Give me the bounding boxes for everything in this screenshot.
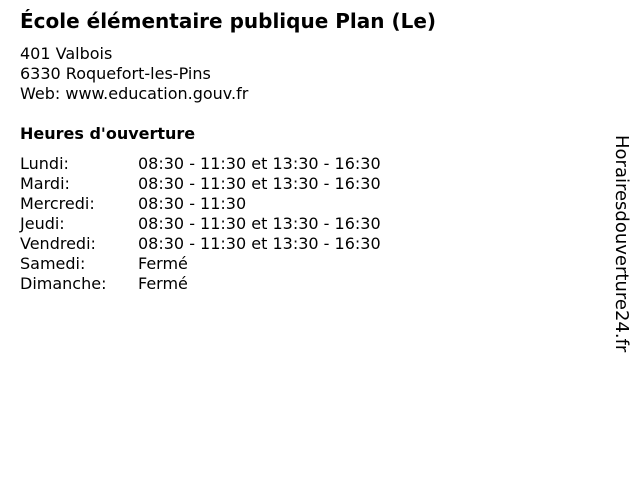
address-street: 401 Valbois [20, 44, 113, 63]
hours-row-vendredi [20, 234, 381, 254]
time-value: Fermé [138, 274, 188, 293]
site-watermark: Horairesdouverture24.fr [611, 135, 632, 353]
address-city: 6330 Roquefort-les-Pins [20, 64, 211, 83]
day-label: Dimanche: [20, 274, 107, 293]
time-value: 08:30 - 11:30 et 13:30 - 16:30 [138, 234, 381, 253]
day-label: Samedi: [20, 254, 86, 273]
day-label: Vendredi: [20, 234, 96, 253]
hours-row-samedi [20, 254, 381, 274]
hours-row-dimanche [20, 274, 381, 294]
hours-heading: Heures d'ouverture [20, 124, 196, 143]
time-value: 08:30 - 11:30 et 13:30 - 16:30 [138, 214, 381, 233]
time-value: 08:30 - 11:30 et 13:30 - 16:30 [138, 154, 381, 173]
website-text: Web: www.education.gouv.fr [20, 84, 249, 103]
day-label: Mercredi: [20, 194, 95, 213]
address-block [20, 44, 248, 104]
day-label: Lundi: [20, 154, 69, 173]
day-label: Mardi: [20, 174, 70, 193]
hours-row-mercredi [20, 194, 381, 214]
hours-row-lundi [20, 154, 381, 174]
time-value: 08:30 - 11:30 et 13:30 - 16:30 [138, 174, 381, 193]
day-label: Jeudi: [20, 214, 65, 233]
time-value: 08:30 - 11:30 [138, 194, 247, 213]
hours-row-mardi [20, 174, 381, 194]
hours-row-jeudi [20, 214, 381, 234]
page-title: École élémentaire publique Plan (Le) [20, 9, 437, 33]
time-value: Fermé [138, 254, 188, 273]
hours-table [20, 154, 381, 294]
